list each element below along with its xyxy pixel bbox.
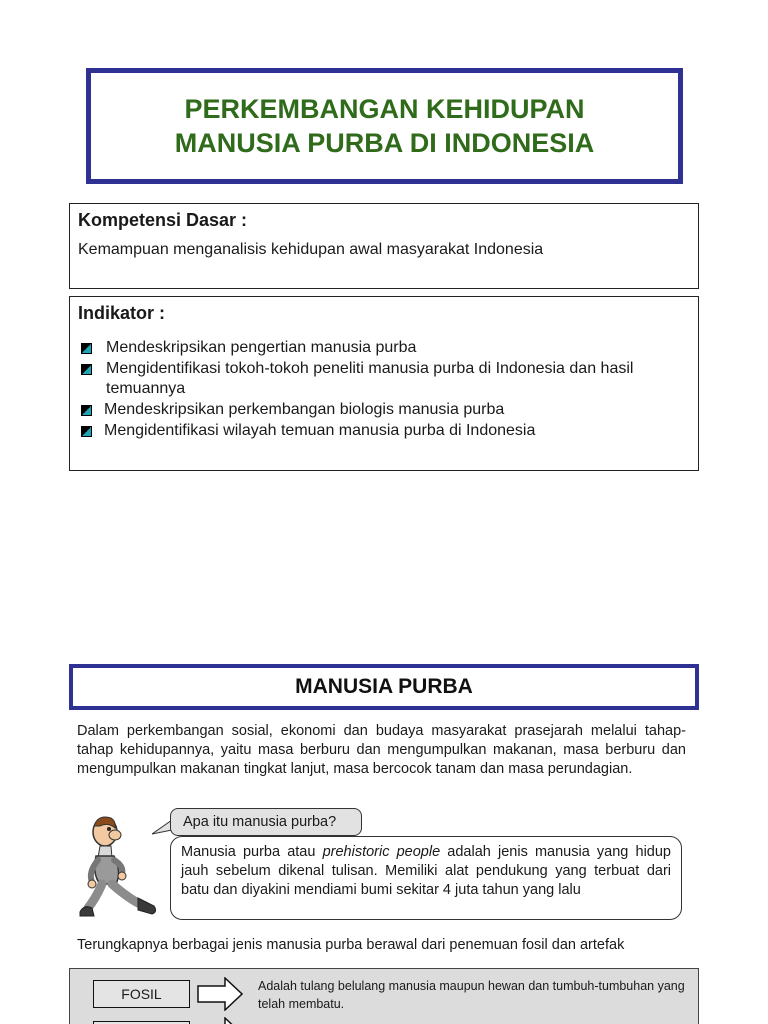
indikator-item-text: Mendeskripsikan pengertian manusia purba xyxy=(106,339,417,356)
fosil-panel xyxy=(69,968,699,1024)
page-title-line-1: PERKEMBANGAN KEHIDUPAN xyxy=(184,94,585,124)
definition-text-start: Manusia purba atau xyxy=(181,844,323,860)
definition-italic-term: prehistoric people xyxy=(322,844,441,860)
page-title-box xyxy=(86,68,683,184)
kompetensi-dasar-heading: Kompetensi Dasar : xyxy=(78,210,248,230)
section-title-box xyxy=(69,664,699,710)
right-arrow-icon xyxy=(197,1017,243,1024)
indikator-box xyxy=(69,296,699,471)
page-title-line-2: MANUSIA PURBA DI INDONESIA xyxy=(174,128,595,158)
walking-man-icon xyxy=(78,812,162,922)
definition-text-end: adalah jenis manusia yang hidup jauh sebelum dikenal tulisan. Memiliki alat pendukung yang terbuat dari batu dan diyakini mendiami bumi sekitar 4 juta tahun yang lalu xyxy=(181,844,671,898)
kompetensi-dasar-box xyxy=(69,203,699,289)
fosil-label-box xyxy=(93,980,190,1008)
speech-tail-icon xyxy=(152,818,172,836)
indikator-item xyxy=(78,400,690,420)
kompetensi-dasar-text: Kemampuan menganalisis kehidupan awal masyarakat Indonesia xyxy=(78,241,544,258)
indikator-item-text: Mendeskripsikan perkembangan biologis manusia purba xyxy=(104,401,505,418)
intro-paragraph: Dalam perkembangan sosial, ekonomi dan budaya masyarakat prasejarah melalui tahap-tahap kehidupannya, yaitu masa berburu dan mengumpulkan makanan, masa berburu dan mengumpulkan makanan tingkat lanjut, masa bercocok tanam dan masa perundagian. xyxy=(77,723,686,777)
indikator-list xyxy=(78,338,690,441)
indikator-item xyxy=(78,421,690,441)
square-bullet-icon xyxy=(81,405,92,416)
question-bubble xyxy=(170,808,362,836)
fosil-description: Adalah tulang belulang manusia maupun hewan dan tumbuh-tumbuhan yang telah membatu. xyxy=(258,979,685,1011)
question-text: Apa itu manusia purba? xyxy=(183,814,337,830)
indikator-item-text: Mengidentifikasi tokoh-tokoh peneliti manusia purba di Indonesia dan hasil temuannya xyxy=(106,360,634,397)
definition-box xyxy=(170,836,682,920)
right-arrow-icon xyxy=(197,977,243,1011)
square-bullet-icon xyxy=(81,426,92,437)
fosil-intro-text: Terungkapnya berbagai jenis manusia purba berawal dari penemuan fosil dan artefak xyxy=(77,937,625,953)
section-title: MANUSIA PURBA xyxy=(295,675,473,698)
square-bullet-icon xyxy=(81,343,92,354)
indikator-item-text: Mengidentifikasi wilayah temuan manusia purba di Indonesia xyxy=(104,422,536,439)
indikator-item xyxy=(78,338,690,358)
indikator-item xyxy=(78,359,690,399)
fosil-label: FOSIL xyxy=(121,986,162,1002)
indikator-heading: Indikator : xyxy=(78,303,166,323)
square-bullet-icon xyxy=(81,364,92,375)
